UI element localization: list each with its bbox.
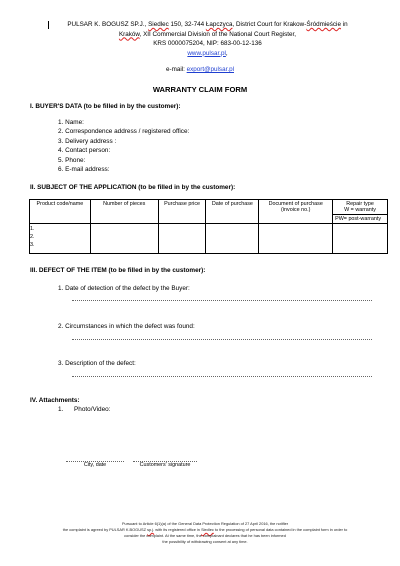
header-line-2: Kraków, XII Commercial Division of the National Court Register, — [118, 30, 297, 38]
header-line-4: www.pulsar.pl, — [187, 49, 228, 57]
company-name: PULSAR K. BOGUSZ SP.J., — [67, 21, 147, 28]
email-line: e-mail: export@pulsar.pl — [165, 66, 234, 73]
cell-repair-type[interactable] — [333, 224, 388, 254]
section-subject-heading: II. SUBJECT OF THE APPLICATION (to be filled in by the customer): — [30, 184, 236, 191]
col-product: Product code/name — [30, 200, 91, 224]
buyer-field-phone: 5. Phone: — [58, 156, 86, 164]
section-attachments-heading: IV. Attachments: — [30, 397, 80, 404]
gdpr-footer: Pursuant to Article 6(1)(a) of the General Data Protection Regulation of 27 April 2016, the notifier the complaint is agreed by PULSAR K.BOGUSZ sp.j. with its registered office in Siedlec to the processing of personal data contained in the complaint form in order to consider the complaint. At the same time, the complainant declares that he has been informed the possibility of withdrawing consent at any time. — [62, 521, 348, 544]
col-pieces: Number of pieces — [90, 200, 158, 224]
signature-label: Customers' signature — [139, 462, 191, 468]
buyer-field-name: 1. Name: — [58, 119, 84, 126]
cell-price[interactable] — [158, 224, 206, 254]
cell-document[interactable] — [259, 224, 333, 254]
section-defect-heading: III. DEFECT OF THE ITEM (to be filled in by the customer): — [30, 267, 206, 274]
cell-date[interactable] — [206, 224, 259, 254]
table-header-row — [30, 200, 388, 224]
district-name: Śródmieście — [306, 21, 341, 28]
cell-pieces[interactable] — [90, 224, 158, 254]
answer-line-date[interactable] — [72, 300, 372, 301]
section-buyer-heading: I. BUYER'S DATA (to be filled in by the customer): — [30, 103, 181, 110]
email-link[interactable]: export@pulsar.pl — [186, 66, 234, 73]
city-date-label: City, date — [83, 462, 107, 468]
website-link[interactable]: www.pulsar.pl — [187, 49, 226, 57]
col-date: Date of purchase — [206, 200, 259, 224]
table-row-numbers: 1. 2. 3. — [30, 226, 35, 248]
table-row — [30, 224, 388, 254]
buyer-field-email: 6. E-mail address: — [58, 166, 110, 174]
col-document: Document of purchase (invoice no.) — [259, 200, 333, 224]
text-cursor — [48, 21, 49, 29]
defect-question-date: 1. Date of detection of the defect by the Buyer: — [58, 285, 190, 292]
col-price: Purchase price — [158, 200, 206, 224]
city-name: Łapczyca — [205, 21, 233, 28]
form-title: WARRANTY CLAIM FORM — [152, 85, 248, 94]
header-line-1: PULSAR K. BOGUSZ SP.J., Siedlec 150, 32-744 Łapczyca, District Court for Krakow-Śródmieście in — [67, 21, 348, 28]
buyer-field-delivery: 3. Delivery address : — [58, 137, 117, 145]
buyer-field-contact: 4. Contact person: — [58, 147, 111, 155]
defect-question-circumstances: 2. Circumstances in which the defect was found: — [58, 323, 195, 330]
subject-table — [29, 199, 388, 254]
cell-product[interactable] — [30, 224, 91, 254]
buyer-field-address: 2. Correspondence address / registered office: — [58, 128, 190, 136]
answer-line-description[interactable] — [72, 376, 372, 377]
attachment-label: Photo/Video: — [74, 406, 111, 413]
company-header — [50, 20, 365, 58]
street-name: Siedlec — [148, 21, 169, 28]
header-line-3: KRS 0000075204, NIP: 683-00-12-136 — [153, 40, 262, 48]
defect-question-description: 3. Description of the defect: — [58, 360, 136, 367]
attachment-item: 1. Photo/Video: — [58, 406, 111, 413]
col-repair-type: Repair type W = warranty PW= post-warranty — [333, 200, 388, 224]
buyer-data-list — [58, 118, 189, 174]
answer-line-circumstances[interactable] — [72, 339, 372, 340]
